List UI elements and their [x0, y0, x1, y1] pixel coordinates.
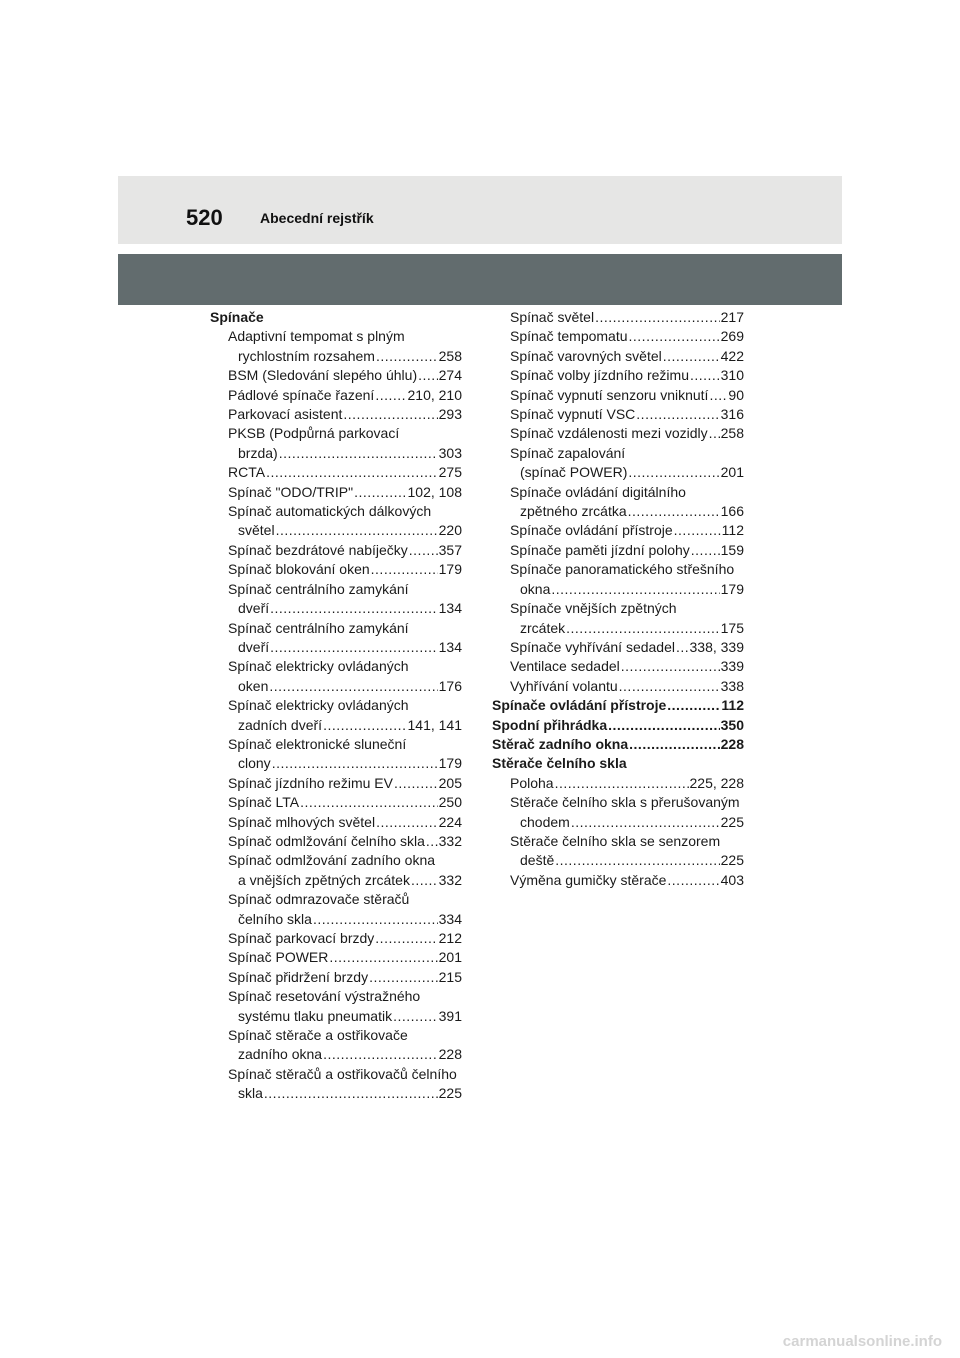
index-entry	[492, 463, 744, 482]
index-entry-text: Ventilace sedadel	[510, 658, 620, 675]
dot-leader	[272, 754, 438, 773]
dot-leader	[343, 405, 437, 424]
index-entry-page: 90	[728, 386, 744, 403]
index-entry-text: Spínače ovládání přístroje	[492, 697, 667, 714]
index-entry: Spínač centrálního zamykání	[228, 580, 409, 597]
index-entry	[210, 463, 462, 482]
index-entry-page: 225	[720, 852, 744, 869]
index-entry-text: Spínač vzdálenosti mezi vozidly	[510, 425, 708, 442]
index-entry-page: 274	[438, 367, 462, 384]
dot-leader	[676, 638, 689, 657]
index-entry-text: světel	[238, 522, 275, 539]
dot-leader	[354, 483, 406, 502]
dot-leader	[270, 638, 438, 657]
index-entry: Spínače	[210, 309, 264, 325]
dot-leader	[375, 386, 406, 405]
index-entry	[492, 638, 744, 657]
index-entry: Spínač stěračů a ostřikovačů čelního	[228, 1065, 457, 1082]
index-entry-page: 316	[720, 406, 744, 423]
dot-leader	[269, 677, 437, 696]
index-entry-page: 102, 108	[407, 483, 462, 500]
dot-leader	[629, 327, 720, 346]
index-entry	[492, 619, 744, 638]
index-entry	[210, 638, 462, 657]
index-entry	[492, 657, 744, 676]
index-entry-text: čelního skla	[238, 910, 312, 927]
dot-leader	[376, 347, 438, 366]
dot-leader	[409, 541, 438, 560]
index-entry-text: Spínač tempomatu	[510, 328, 628, 345]
index-entry-page: 258	[438, 347, 462, 364]
index-entry-page: 179	[438, 561, 462, 578]
index-entry: Spínače vnějších zpětných	[510, 600, 677, 617]
index-entry: Stěrače čelního skla s přerušovaným	[510, 794, 740, 811]
index-entry	[210, 405, 462, 424]
index-entry: Spínač odmrazovače stěračů	[228, 891, 410, 908]
index-entry	[492, 774, 744, 793]
dot-leader	[418, 366, 438, 385]
dot-leader	[709, 386, 727, 405]
index-entry	[492, 580, 744, 599]
dot-leader	[313, 910, 438, 929]
index-entry-text: brzda)	[238, 444, 278, 461]
index-entry-page: 310	[720, 367, 744, 384]
index-entry-text: Spínač odmlžování čelního skla	[228, 832, 425, 849]
index-entry	[210, 560, 462, 579]
index-entry-text: Spínač mlhových světel	[228, 813, 376, 830]
dot-leader	[551, 580, 719, 599]
index-entry-page: 225	[720, 813, 744, 830]
index-entry	[210, 968, 462, 987]
index-entry-page: 201	[720, 464, 744, 481]
index-entry-page: 112	[721, 522, 744, 539]
dot-leader	[426, 832, 438, 851]
index-entry	[210, 754, 462, 773]
dot-leader	[375, 929, 437, 948]
index-entry-page: 334	[438, 910, 462, 927]
index-entry-page: 350	[720, 716, 744, 733]
index-entry	[210, 1084, 462, 1103]
index-entry-page: 210, 210	[407, 386, 462, 403]
index-entry-text: clony	[238, 755, 271, 772]
index-entry-text: Spínač "ODO/TRIP"	[228, 483, 354, 500]
index-entry-text: chodem	[520, 813, 570, 830]
index-entry	[492, 502, 744, 521]
index-entry: Spínač centrálního zamykání	[228, 619, 409, 636]
index-entry	[210, 541, 462, 560]
index-entry-text: Spínač přidržení brzdy	[228, 968, 369, 985]
index-entry	[210, 347, 462, 366]
index-entry-text: Spínače paměti jízdní polohy	[510, 541, 690, 558]
dot-leader	[663, 347, 720, 366]
index-entry	[492, 366, 744, 385]
index-entry-text: Parkovací asistent	[228, 406, 343, 423]
index-entry-text: Spínač vypnutí VSC	[510, 406, 636, 423]
index-column-right	[492, 308, 744, 890]
index-entry-page: 339	[720, 658, 744, 675]
index-entry-text: a vnějších zpětných zrcátek	[238, 871, 410, 888]
index-entry: Spínač elektricky ovládaných	[228, 697, 409, 714]
index-entry-text: rychlostním rozsahem	[238, 347, 375, 364]
index-entry	[210, 793, 462, 812]
index-entry-text: dveří	[238, 638, 270, 655]
index-entry-text: Spínač POWER	[228, 949, 329, 966]
dot-leader	[323, 716, 406, 735]
section-title: Abecední rejstřík	[260, 210, 374, 226]
index-entry	[210, 716, 462, 735]
index-entry-page: 225, 228	[689, 774, 744, 791]
index-entry-page: 258	[720, 425, 744, 442]
index-entry-page: 179	[720, 580, 744, 597]
dot-leader	[571, 813, 720, 832]
index-entry-page: 141, 141	[407, 716, 462, 733]
index-entry	[492, 813, 744, 832]
index-entry-page: 422	[720, 347, 744, 364]
dot-leader	[629, 735, 719, 754]
index-entry-page: 269	[720, 328, 744, 345]
index-entry-page: 220	[438, 522, 462, 539]
dot-leader	[393, 1007, 438, 1026]
index-entry-text: Spínače vyhřívání sedadel	[510, 638, 675, 655]
index-entry-text: dveří	[238, 600, 270, 617]
index-entry	[210, 521, 462, 540]
dot-leader	[411, 871, 438, 890]
index-entry	[492, 677, 744, 696]
index-entry-text: Spínač parkovací brzdy	[228, 930, 375, 946]
index-entry-text: (spínač POWER)	[520, 464, 628, 481]
index-entry-text: Spínač volby jízdního režimu	[510, 367, 689, 384]
index-entry-page: 205	[438, 774, 462, 791]
index-entry	[492, 851, 744, 870]
index-entry	[210, 366, 462, 385]
index-entry-text: oken	[238, 677, 269, 694]
index-entry	[492, 386, 744, 405]
index-entry	[210, 444, 462, 463]
page-number: 520	[186, 205, 223, 230]
index-entry-page: 228	[438, 1046, 462, 1063]
dot-leader	[270, 599, 438, 618]
index-entry	[210, 1045, 462, 1064]
index-entry: Adaptivní tempomat s plným	[228, 328, 405, 345]
index-entry	[492, 871, 744, 890]
index-entry-text: Spínač varovných světel	[510, 347, 662, 364]
index-entry-text: Výměna gumičky stěrače	[510, 871, 667, 888]
index-entry-text: BSM (Sledování slepého úhlu)	[228, 367, 418, 384]
index-entry	[210, 813, 462, 832]
dot-leader	[555, 774, 689, 793]
index-entry	[210, 948, 462, 967]
dot-leader	[323, 1045, 438, 1064]
index-entry-text: Pádlové spínače řazení	[228, 386, 375, 403]
index-entry-page: 159	[720, 541, 744, 558]
index-entry-page: 275	[438, 464, 462, 481]
index-entry-text: Spínač jízdního režimu EV	[228, 774, 393, 791]
index-entry-page: 201	[438, 949, 462, 966]
index-entry-page: 179	[438, 755, 462, 772]
dot-leader	[608, 716, 720, 735]
index-entry-text: Poloha	[510, 774, 554, 791]
dot-leader	[394, 774, 438, 793]
index-entry-page: 166	[720, 503, 744, 520]
index-entry	[492, 327, 744, 346]
dot-leader	[667, 696, 720, 715]
index-entry-text: zadních dveří	[238, 716, 323, 733]
index-entry-page: 112	[721, 697, 744, 714]
dot-leader	[300, 793, 438, 812]
dot-leader	[264, 1084, 438, 1103]
index-entry-page: 403	[720, 871, 744, 888]
index-entry-text: systému tlaku pneumatik	[238, 1007, 393, 1024]
index-entry-text: Spínač světel	[510, 309, 595, 325]
index-entry: Spínače panoramatického střešního	[510, 561, 735, 578]
dot-leader	[371, 560, 438, 579]
index-entry: Spínač elektricky ovládaných	[228, 658, 409, 675]
index-entry	[492, 716, 744, 735]
index-entry: Spínače ovládání digitálního	[510, 483, 686, 500]
index-entry-page: 332	[438, 871, 462, 888]
dot-leader	[667, 871, 719, 890]
index-entry-text: Vyhřívání volantu	[510, 677, 618, 694]
dot-leader	[276, 521, 438, 540]
index-entry	[210, 1007, 462, 1026]
index-entry	[210, 677, 462, 696]
index-entry: Stěrače čelního skla se senzorem	[510, 832, 721, 849]
index-entry	[210, 386, 462, 405]
index-entry-page: 225	[438, 1085, 462, 1102]
index-entry-page: 332	[438, 832, 462, 849]
index-entry	[210, 483, 462, 502]
index-entry-page: 176	[438, 677, 462, 694]
index-entry-text: Spínač bezdrátové nabíječky	[228, 541, 408, 558]
dot-leader	[628, 463, 719, 482]
index-entry-text: okna	[520, 580, 551, 597]
index-entry: Spínač odmlžování zadního okna	[228, 852, 436, 869]
index-entry	[210, 929, 462, 948]
index-entry-page: 215	[438, 968, 462, 985]
index-entry	[492, 405, 744, 424]
index-entry-page: 134	[438, 638, 462, 655]
dot-leader	[619, 677, 720, 696]
index-entry-text: Spínač blokování oken	[228, 561, 370, 578]
index-entry	[210, 871, 462, 890]
index-entry	[492, 521, 744, 540]
index-entry-page: 250	[438, 794, 462, 811]
index-entry: Spínač zapalování	[510, 444, 626, 461]
index-entry	[210, 599, 462, 618]
index-entry	[210, 774, 462, 793]
index-entry-page: 391	[438, 1007, 462, 1024]
index-entry-text: deště	[520, 852, 555, 869]
page-header	[118, 176, 842, 244]
index-entry-text: skla	[238, 1085, 263, 1102]
index-entry-text: Stěrač zadního okna	[492, 735, 629, 752]
index-entry-page: 134	[438, 600, 462, 617]
dot-leader	[376, 813, 438, 832]
index-entry-page: 217	[720, 309, 744, 325]
index-entry-page: 357	[438, 541, 462, 558]
dot-leader	[709, 424, 720, 443]
index-entry: Spínač elektronické sluneční	[228, 735, 407, 752]
index-entry-page: 293	[438, 406, 462, 423]
dot-leader	[595, 308, 720, 327]
index-entry	[492, 541, 744, 560]
index-entry: Stěrače čelního skla	[492, 755, 627, 772]
index-entry-text: zpětného zrcátka	[520, 503, 627, 520]
index-entry: Spínač automatických dálkových	[228, 503, 432, 520]
dot-leader	[266, 463, 438, 482]
index-entry-page: 212	[438, 930, 462, 946]
header-band	[118, 254, 842, 305]
index-entry	[492, 696, 744, 715]
index-entry-text: Spínač LTA	[228, 794, 300, 811]
index-entry-page: 175	[720, 619, 744, 636]
dot-leader	[621, 657, 720, 676]
index-entry	[492, 308, 744, 327]
index-entry-page: 224	[438, 813, 462, 830]
index-entry-page: 303	[438, 444, 462, 461]
watermark: carmanualsonline.info	[782, 1333, 942, 1350]
index-entry-text: Spodní přihrádka	[492, 716, 608, 733]
index-entry	[492, 424, 744, 443]
index-entry-text: zrcátek	[520, 619, 566, 636]
dot-leader	[636, 405, 719, 424]
dot-leader	[691, 541, 720, 560]
index-entry	[492, 735, 744, 754]
index-entry	[210, 910, 462, 929]
index-column-left	[210, 308, 462, 1104]
index-entry	[210, 832, 462, 851]
dot-leader	[329, 948, 437, 967]
dot-leader	[690, 366, 720, 385]
dot-leader	[279, 444, 438, 463]
index-entry-text: zadního okna	[238, 1046, 323, 1063]
index-entry	[492, 347, 744, 366]
dot-leader	[628, 502, 720, 521]
index-entry: Spínač stěrače a ostřikovače	[228, 1027, 408, 1044]
index-entry-page: 228	[720, 735, 744, 752]
index-entry-page: 338, 339	[689, 638, 744, 655]
dot-leader	[566, 619, 720, 638]
dot-leader	[555, 851, 719, 870]
index-entry-text: RCTA	[228, 464, 266, 481]
index-entry: PKSB (Podpůrná parkovací	[228, 425, 400, 442]
dot-leader	[369, 968, 438, 987]
index-entry: Spínač resetování výstražného	[228, 988, 421, 1005]
index-entry-text: Spínač vypnutí senzoru vniknutí	[510, 386, 709, 403]
index-entry-text: Spínače ovládání přístroje	[510, 522, 673, 539]
dot-leader	[674, 521, 721, 540]
index-entry-page: 338	[720, 677, 744, 694]
